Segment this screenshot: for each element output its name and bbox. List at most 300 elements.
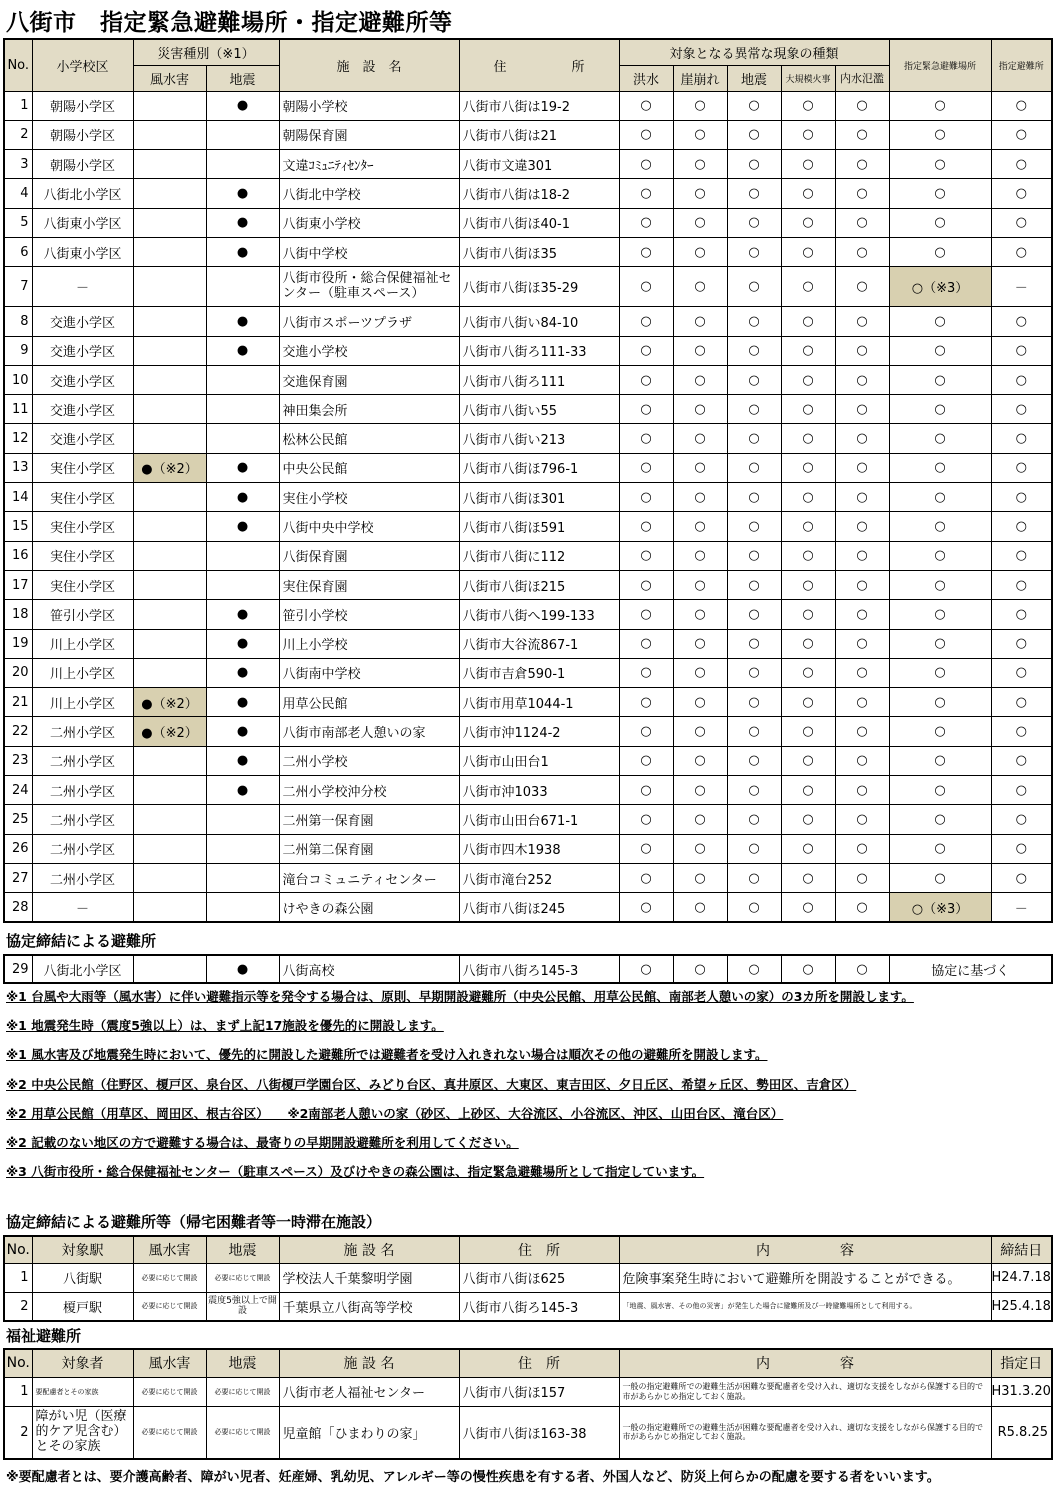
flood-mark: ○: [619, 512, 673, 541]
table-row: [4, 483, 1052, 512]
table-row: [4, 541, 1052, 570]
facility-name: 朝陽保育園: [279, 120, 459, 149]
table-row: [4, 805, 1052, 834]
large-fire-mark: ○: [781, 600, 835, 629]
table-row: [4, 688, 1052, 717]
wind-flood-mark: [133, 834, 206, 863]
row-no: 21: [4, 688, 32, 717]
inland-flood-mark: ○: [835, 150, 889, 179]
facility-name: 二州小学校沖分校: [279, 776, 459, 805]
row-no: 28: [4, 893, 32, 922]
wind-flood-mark: ●（※2）: [133, 453, 206, 482]
earthquake-policy: 必要に応じて開設: [206, 1263, 279, 1292]
header-address: 住 所: [459, 39, 619, 91]
wind-flood-mark: [133, 120, 206, 149]
wind-flood-mark: [133, 336, 206, 365]
facility-name: 滝台コミュニティセンター: [279, 863, 459, 892]
inland-flood-mark: ○: [835, 365, 889, 394]
landslide-mark: ○: [673, 453, 727, 482]
large-fire-mark: ○: [781, 237, 835, 266]
quake-phenomenon-mark: ○: [727, 453, 781, 482]
pact-title: 協定締結による避難所等（帰宅困難者等一時滞在施設）: [6, 1213, 382, 1231]
wind-flood-mark: [133, 512, 206, 541]
header-fire: 大規模火事: [781, 65, 835, 91]
row-no: 2: [4, 120, 32, 149]
large-fire-mark: ○: [781, 541, 835, 570]
quake-phenomenon-mark: ○: [727, 570, 781, 599]
earthquake-mark: [206, 267, 279, 307]
landslide-mark: ○: [673, 717, 727, 746]
large-fire-mark: ○: [781, 267, 835, 307]
flood-mark: ○: [619, 395, 673, 424]
emergency-site-mark: ○: [889, 541, 991, 570]
pact-header-facility: 施 設 名: [279, 1236, 459, 1263]
inland-flood-mark: ○: [835, 629, 889, 658]
facility-address: 八街市八街ほ157: [459, 1377, 619, 1406]
note: ※1 風水害及び地震発生時において、優先的に開設した避難所では避難者を受け入れきれない場合は順次その他の避難所を開設します。: [6, 1047, 768, 1063]
facility-address: 八街市大谷流867-1: [459, 629, 619, 658]
inland-flood-mark: ○: [835, 237, 889, 266]
earthquake-mark: ●: [206, 237, 279, 266]
shelter-mark: ○: [991, 91, 1052, 120]
agreement-content: 「地震、風水害、その他の災害」が発生した場合に避難所及び一時避難場所として利用する。: [619, 1292, 991, 1321]
shelter-mark: ○: [991, 208, 1052, 237]
inland-flood-mark: ○: [835, 307, 889, 336]
earthquake-mark: [206, 834, 279, 863]
wind-flood-mark: [133, 365, 206, 394]
emergency-site-mark: ○: [889, 688, 991, 717]
facility-name: 学校法人千葉黎明学園: [279, 1263, 459, 1292]
large-fire-mark: ○: [781, 717, 835, 746]
row-no: 5: [4, 208, 32, 237]
flood-mark: ○: [619, 307, 673, 336]
earthquake-mark: ●: [206, 179, 279, 208]
wind-flood-mark: ●（※2）: [133, 688, 206, 717]
table-row: [4, 570, 1052, 599]
inland-flood-mark: ○: [835, 834, 889, 863]
inland-flood-mark: ○: [835, 120, 889, 149]
flood-mark: ○: [619, 237, 673, 266]
quake-phenomenon-mark: ○: [727, 600, 781, 629]
quake-phenomenon-mark: ○: [727, 746, 781, 775]
landslide-mark: ○: [673, 483, 727, 512]
shelter-mark: ○: [991, 805, 1052, 834]
facility-name: 神田集会所: [279, 395, 459, 424]
quake-phenomenon-mark: ○: [727, 208, 781, 237]
emergency-site-mark: ○: [889, 717, 991, 746]
emergency-site-mark: ○（※3）: [889, 267, 991, 307]
inland-flood-mark: ○: [835, 336, 889, 365]
shelter-mark: ○: [991, 541, 1052, 570]
earthquake-mark: [206, 150, 279, 179]
inland-flood-mark: ○: [835, 483, 889, 512]
note: ※2 記載のない地区の方で避難する場合は、最寄りの早期開設避難所を利用してください。: [6, 1134, 519, 1150]
inland-flood-mark: ○: [835, 512, 889, 541]
facility-name: 交進小学校: [279, 336, 459, 365]
facility-address: 八街市八街い213: [459, 424, 619, 453]
facility-name: 八街市役所・総合保健福祉センター（駐車スペース）: [279, 267, 459, 307]
large-fire-mark: ○: [781, 805, 835, 834]
large-fire-mark: ○: [781, 746, 835, 775]
school-district: 川上小学区: [32, 658, 133, 687]
inland-flood-mark: ○: [835, 570, 889, 599]
emergency-site-mark: ○: [889, 658, 991, 687]
facility-address: 八街市沖1124-2: [459, 717, 619, 746]
emergency-site-mark: ○: [889, 776, 991, 805]
agreement-content: 危険事案発生時において避難所を開設することができる。: [619, 1263, 991, 1292]
inland-flood-mark: ○: [835, 91, 889, 120]
agreement-school: 八街北小学区: [32, 955, 133, 983]
row-no: 16: [4, 541, 32, 570]
row-no: 22: [4, 717, 32, 746]
facility-address: 八街市八街ほ40-1: [459, 208, 619, 237]
school-district: 実住小学区: [32, 483, 133, 512]
earthquake-mark: ●: [206, 658, 279, 687]
facility-address: 八街市八街は19-2: [459, 91, 619, 120]
table-row: [4, 658, 1052, 687]
landslide-mark: ○: [673, 307, 727, 336]
row-no: 10: [4, 365, 32, 394]
quake-phenomenon-mark: ○: [727, 717, 781, 746]
facility-name: 中央公民館: [279, 453, 459, 482]
flood-mark: ○: [619, 541, 673, 570]
facility-name: けやきの森公園: [279, 893, 459, 922]
facility-address: 八街市文違301: [459, 150, 619, 179]
row-no: 9: [4, 336, 32, 365]
row-no: 6: [4, 237, 32, 266]
shelter-mark: －: [991, 893, 1052, 922]
agreement-date: H25.4.18: [991, 1292, 1052, 1321]
earthquake-mark: ●: [206, 307, 279, 336]
header-earthquake: 地震: [727, 65, 781, 91]
landslide-mark: ○: [673, 395, 727, 424]
large-fire-mark: ○: [781, 424, 835, 453]
emergency-site-mark: ○: [889, 365, 991, 394]
quake-phenomenon-mark: ○: [727, 658, 781, 687]
landslide-mark: ○: [673, 570, 727, 599]
large-fire-mark: ○: [781, 893, 835, 922]
pact-table: [3, 1235, 1053, 1322]
landslide-mark: ○: [673, 863, 727, 892]
agreement-flood: ○: [619, 955, 673, 983]
quake-phenomenon-mark: ○: [727, 179, 781, 208]
wind-flood-mark: [133, 893, 206, 922]
facility-address: 八街市八街へ199-133: [459, 600, 619, 629]
emergency-site-mark: ○: [889, 150, 991, 179]
flood-mark: ○: [619, 688, 673, 717]
landslide-mark: ○: [673, 688, 727, 717]
target-station: 榎戸駅: [32, 1292, 133, 1321]
table-row: [4, 717, 1052, 746]
facility-name: 川上小学校: [279, 629, 459, 658]
facility-address: 八街市八街ほ625: [459, 1263, 619, 1292]
agreement-table: [3, 954, 1053, 984]
earthquake-policy: 必要に応じて開設: [206, 1377, 279, 1406]
earthquake-mark: [206, 541, 279, 570]
agreement-earthquake: ○: [727, 955, 781, 983]
large-fire-mark: ○: [781, 483, 835, 512]
earthquake-mark: [206, 424, 279, 453]
earthquake-policy: 震度5強以上で開設: [206, 1292, 279, 1321]
facility-name: 八街北中学校: [279, 179, 459, 208]
quake-phenomenon-mark: ○: [727, 91, 781, 120]
table-row: [4, 307, 1052, 336]
pact-header-date: 締結日: [991, 1236, 1052, 1263]
welfare-header-no: No.: [4, 1349, 32, 1377]
emergency-site-mark: ○: [889, 746, 991, 775]
school-district: 実住小学区: [32, 570, 133, 599]
landslide-mark: ○: [673, 365, 727, 394]
pact-header-no: No.: [4, 1236, 32, 1263]
landslide-mark: ○: [673, 600, 727, 629]
quake-phenomenon-mark: ○: [727, 688, 781, 717]
row-no: 1: [4, 1377, 32, 1406]
shelter-mark: ○: [991, 150, 1052, 179]
school-district: 交進小学区: [32, 395, 133, 424]
landslide-mark: ○: [673, 541, 727, 570]
row-no: 12: [4, 424, 32, 453]
school-district: 二州小学区: [32, 776, 133, 805]
shelter-mark: －: [991, 267, 1052, 307]
large-fire-mark: ○: [781, 658, 835, 687]
facility-address: 八街市八街は21: [459, 120, 619, 149]
header-phenomena: 対象となる異常な現象の種類: [619, 39, 889, 65]
wind-flood-mark: ●（※2）: [133, 717, 206, 746]
quake-phenomenon-mark: ○: [727, 776, 781, 805]
inland-flood-mark: ○: [835, 863, 889, 892]
row-no: 23: [4, 746, 32, 775]
school-district: 交進小学区: [32, 424, 133, 453]
wind-flood-mark: [133, 600, 206, 629]
flood-mark: ○: [619, 863, 673, 892]
table-row: [4, 150, 1052, 179]
agreement-date: H24.7.18: [991, 1263, 1052, 1292]
table-row: [4, 834, 1052, 863]
facility-address: 八街市八街ろ111-33: [459, 336, 619, 365]
wind-flood-policy: 必要に応じて開設: [133, 1377, 206, 1406]
earthquake-mark: [206, 863, 279, 892]
shelter-mark: ○: [991, 512, 1052, 541]
quake-phenomenon-mark: ○: [727, 805, 781, 834]
facility-name: 笹引小学校: [279, 600, 459, 629]
landslide-mark: ○: [673, 746, 727, 775]
landslide-mark: ○: [673, 208, 727, 237]
quake-phenomenon-mark: ○: [727, 863, 781, 892]
facility-address: 八街市滝台252: [459, 863, 619, 892]
shelter-mark: ○: [991, 834, 1052, 863]
table-row: [4, 395, 1052, 424]
pact-header-quake: 地震: [206, 1236, 279, 1263]
row-no: 26: [4, 834, 32, 863]
agreement-landslide: ○: [673, 955, 727, 983]
quake-phenomenon-mark: ○: [727, 307, 781, 336]
table-row: [4, 1292, 1052, 1321]
header-no: No.: [4, 39, 32, 91]
facility-name: 千葉県立八街高等学校: [279, 1292, 459, 1321]
facility-name: 八街保育園: [279, 541, 459, 570]
welfare-header-address: 住 所: [459, 1349, 619, 1377]
shelter-mark: ○: [991, 717, 1052, 746]
flood-mark: ○: [619, 658, 673, 687]
inland-flood-mark: ○: [835, 395, 889, 424]
row-no: 7: [4, 267, 32, 307]
agreement-no: 29: [4, 955, 32, 983]
welfare-header-wind: 風水害: [133, 1349, 206, 1377]
row-no: 15: [4, 512, 32, 541]
facility-address: 八街市山田台1: [459, 746, 619, 775]
emergency-site-mark: ○（※3）: [889, 893, 991, 922]
welfare-title: 福祉避難所: [6, 1327, 82, 1345]
emergency-site-mark: ○: [889, 863, 991, 892]
facility-address: 八街市八街ほ215: [459, 570, 619, 599]
school-district: 八街北小学区: [32, 179, 133, 208]
shelter-mark: ○: [991, 776, 1052, 805]
quake-phenomenon-mark: ○: [727, 512, 781, 541]
emergency-site-mark: ○: [889, 512, 991, 541]
flood-mark: ○: [619, 746, 673, 775]
flood-mark: ○: [619, 600, 673, 629]
earthquake-mark: ●: [206, 776, 279, 805]
large-fire-mark: ○: [781, 453, 835, 482]
agreement-facility: 八街高校: [279, 955, 459, 983]
table-row: [4, 91, 1052, 120]
facility-address: 八街市八街ほ35-29: [459, 267, 619, 307]
quake-phenomenon-mark: ○: [727, 834, 781, 863]
large-fire-mark: ○: [781, 208, 835, 237]
table-row: [4, 600, 1052, 629]
inland-flood-mark: ○: [835, 893, 889, 922]
pact-header-address: 住 所: [459, 1236, 619, 1263]
wind-flood-policy: 必要に応じて開設: [133, 1406, 206, 1459]
facility-address: 八街市八街ほ245: [459, 893, 619, 922]
facility-address: 八街市八街ろ111: [459, 365, 619, 394]
emergency-site-mark: ○: [889, 237, 991, 266]
earthquake-mark: [206, 570, 279, 599]
table-row: [4, 512, 1052, 541]
facility-name: 八街東小学校: [279, 208, 459, 237]
landslide-mark: ○: [673, 120, 727, 149]
earthquake-mark: [206, 120, 279, 149]
quake-phenomenon-mark: ○: [727, 541, 781, 570]
quake-phenomenon-mark: ○: [727, 365, 781, 394]
inland-flood-mark: ○: [835, 746, 889, 775]
large-fire-mark: ○: [781, 179, 835, 208]
header-school: 小学校区: [32, 39, 133, 91]
emergency-site-mark: ○: [889, 600, 991, 629]
facility-name: 児童館「ひまわりの家」: [279, 1406, 459, 1459]
target-people: 障がい児（医療的ケア児含む）とその家族: [32, 1406, 133, 1459]
agreement-wind: [133, 955, 206, 983]
inland-flood-mark: ○: [835, 658, 889, 687]
large-fire-mark: ○: [781, 570, 835, 599]
emergency-site-mark: ○: [889, 805, 991, 834]
flood-mark: ○: [619, 179, 673, 208]
shelter-mark: ○: [991, 424, 1052, 453]
facility-name: 二州第一保育園: [279, 805, 459, 834]
inland-flood-mark: ○: [835, 688, 889, 717]
school-district: 交進小学区: [32, 336, 133, 365]
shelter-mark: ○: [991, 746, 1052, 775]
wind-flood-mark: [133, 483, 206, 512]
earthquake-mark: [206, 395, 279, 424]
earthquake-mark: ●: [206, 483, 279, 512]
facility-address: 八街市八街い55: [459, 395, 619, 424]
row-no: 11: [4, 395, 32, 424]
earthquake-mark: ●: [206, 746, 279, 775]
inland-flood-mark: ○: [835, 424, 889, 453]
flood-mark: ○: [619, 483, 673, 512]
facility-address: 八街市四木1938: [459, 834, 619, 863]
header-flood: 洪水: [619, 65, 673, 91]
table-row: [4, 863, 1052, 892]
shelter-mark: ○: [991, 570, 1052, 599]
note: ※2 用草公民館（用草区、岡田区、根古谷区） ※2南部老人憩いの家（砂区、上砂区、大谷流区、小谷流区、沖区、山田台区、滝台区）: [6, 1105, 784, 1121]
table-row: [4, 208, 1052, 237]
facility-address: 八街市八街ほ35: [459, 237, 619, 266]
quake-phenomenon-mark: ○: [727, 336, 781, 365]
table-row: [4, 776, 1052, 805]
pact-header-station: 対象駅: [32, 1236, 133, 1263]
shelter-mark: ○: [991, 179, 1052, 208]
landslide-mark: ○: [673, 424, 727, 453]
shelter-mark: ○: [991, 237, 1052, 266]
wind-flood-policy: 必要に応じて開設: [133, 1292, 206, 1321]
agreement-inland: ○: [835, 955, 889, 983]
quake-phenomenon-mark: ○: [727, 150, 781, 179]
shelter-mark: ○: [991, 453, 1052, 482]
school-district: 笹引小学区: [32, 600, 133, 629]
header-landslide: 崖崩れ: [673, 65, 727, 91]
row-no: 20: [4, 658, 32, 687]
school-district: 実住小学区: [32, 541, 133, 570]
table-row: [4, 336, 1052, 365]
earthquake-mark: ●: [206, 717, 279, 746]
school-district: 二州小学区: [32, 746, 133, 775]
quake-phenomenon-mark: ○: [727, 120, 781, 149]
pact-header-content: 内 容: [619, 1236, 991, 1263]
emergency-site-mark: ○: [889, 179, 991, 208]
large-fire-mark: ○: [781, 91, 835, 120]
row-no: 3: [4, 150, 32, 179]
emergency-site-mark: ○: [889, 424, 991, 453]
landslide-mark: ○: [673, 776, 727, 805]
quake-phenomenon-mark: ○: [727, 629, 781, 658]
flood-mark: ○: [619, 834, 673, 863]
shelter-mark: ○: [991, 483, 1052, 512]
quake-phenomenon-mark: ○: [727, 424, 781, 453]
earthquake-mark: ●: [206, 208, 279, 237]
quake-phenomenon-mark: ○: [727, 893, 781, 922]
large-fire-mark: ○: [781, 336, 835, 365]
table-row: [4, 120, 1052, 149]
school-district: 二州小学区: [32, 805, 133, 834]
target-people: 要配慮者とその家族: [32, 1377, 133, 1406]
row-no: 1: [4, 91, 32, 120]
shelter-mark: ○: [991, 365, 1052, 394]
facility-address: 八街市八街ほ301: [459, 483, 619, 512]
school-district: 交進小学区: [32, 365, 133, 394]
wind-flood-mark: [133, 91, 206, 120]
table-row: [4, 237, 1052, 266]
large-fire-mark: ○: [781, 150, 835, 179]
wind-flood-mark: [133, 658, 206, 687]
landslide-mark: ○: [673, 893, 727, 922]
facility-name: 八街南中学校: [279, 658, 459, 687]
school-district: 二州小学区: [32, 717, 133, 746]
quake-phenomenon-mark: ○: [727, 395, 781, 424]
wind-flood-mark: [133, 208, 206, 237]
table-row: [4, 424, 1052, 453]
